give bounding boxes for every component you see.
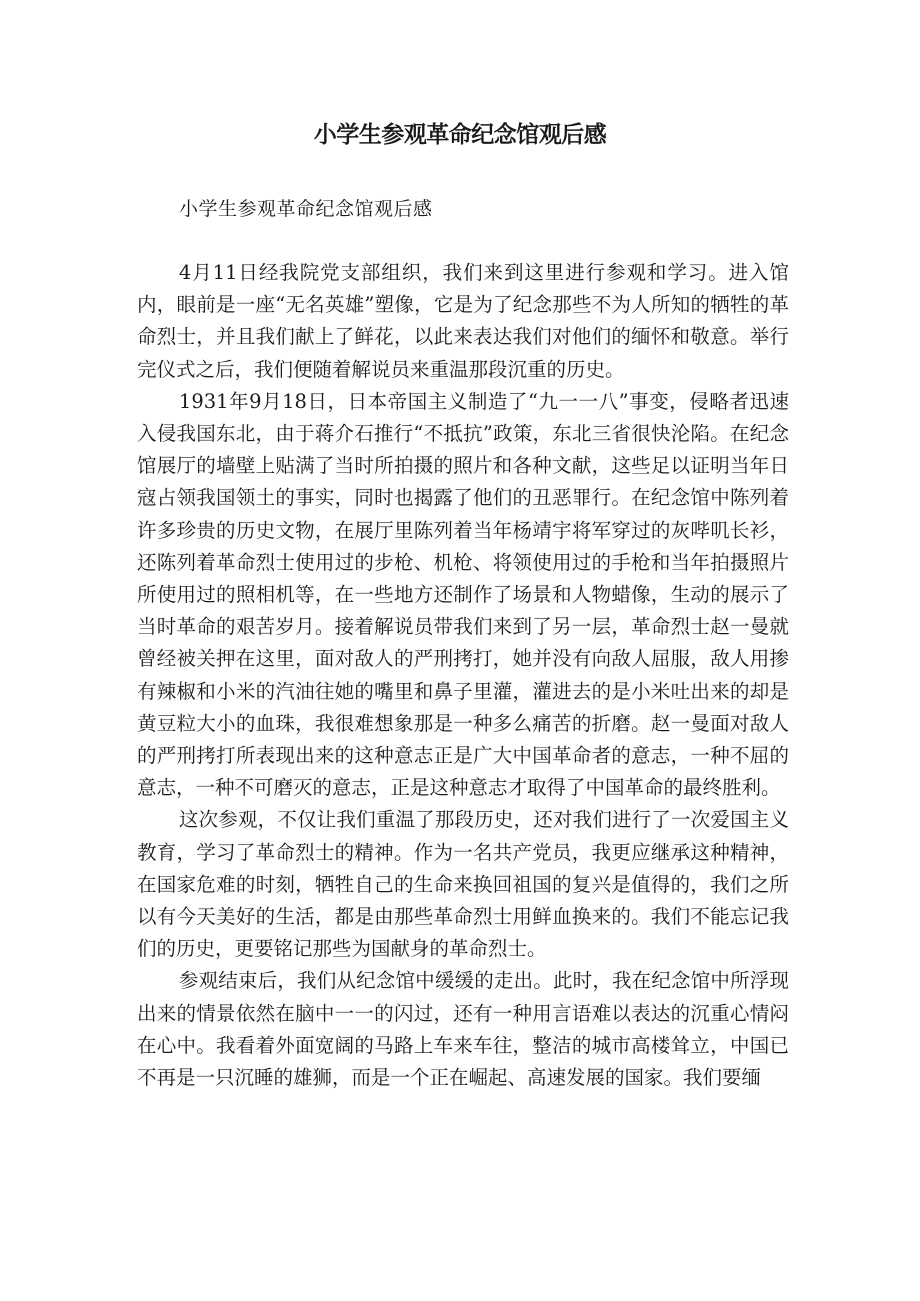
paragraph-1: 4月11日经我院党支部组织，我们来到这里进行参观和学习。进入馆内，眼前是一座“无名英雄”塑像，它是为了纪念那些不为人所知的牺牲的革命烈士，并且我们献上了鲜花，以此来表达我们对他们的缅怀和敬意。举行完仪式之后，我们便随着解说员来重温那段沉重的历史。 (137, 261, 789, 381)
document-title: 小学生参观革命纪念馆观后感 (313, 122, 607, 148)
paragraph-3: 这次参观，不仅让我们重温了那段历史，还对我们进行了一次爱国主义教育，学习了革命烈士的精神。作为一名共产党员，我更应继承这种精神，在国家危难的时刻，牺牲自己的生命来换回祖国的复兴是值得的，我们之所以有今天美好的生活，都是由那些革命烈士用鲜血换来的。我们不能忘记我们的历史，更要铭记那些为国献身的革命烈士。 (137, 808, 789, 961)
document-subtitle: 小学生参观革命纪念馆观后感 (179, 198, 433, 220)
paragraph-2: 1931年9月18日，日本帝国主义制造了“九一一八”事变，侵略者迅速入侵我国东北，由于蒋介石推行“不抵抗”政策，东北三省很快沦陷。在纪念馆展厅的墙壁上贴满了当时所拍摄的照片和各种文献，这些足以证明当年日寇占领我国领土的事实，同时也揭露了他们的丑恶罪行。在纪念馆中陈列着许多珍贵的历史文物，在展厅里陈列着当年杨靖宇将军穿过的灰哔叽长衫，还陈列着革命烈士使用过的步枪、机枪、将领使用过的手枪和当年拍摄照片所使用过的照相机等，在一些地方还制作了场景和人物蜡像，生动的展示了当时革命的艰苦岁月。接着解说员带我们来到了另一层，革命烈士赵一曼就曾经被关押在这里，面对敌人的严刑拷打，她并没有向敌人屈服，敌人用掺有辣椒和小米的汽油往她的嘴里和鼻子里灌，灌进去的是小米吐出来的却是黄豆粒大小的血珠，我很难想象那是一种多么痛苦的折磨。赵一曼面对敌人的严刑拷打所表现出来的这种意志正是广大中国革命者的意志，一种不屈的意志，一种不可磨灭的意志，正是这种意志才取得了中国革命的最终胜利。 (137, 389, 789, 800)
document-body (137, 257, 789, 1094)
paragraph-4: 参观结束后，我们从纪念馆中缓缓的走出。此时，我在纪念馆中所浮现出来的情景依然在脑中一一的闪过，还有一种用言语难以表达的沉重心情闷在心中。我看着外面宽阔的马路上车来车往，整洁的城市高楼耸立，中国已不再是一只沉睡的雄狮，而是一个正在崛起、高速发展的国家。我们要缅 (137, 969, 789, 1090)
